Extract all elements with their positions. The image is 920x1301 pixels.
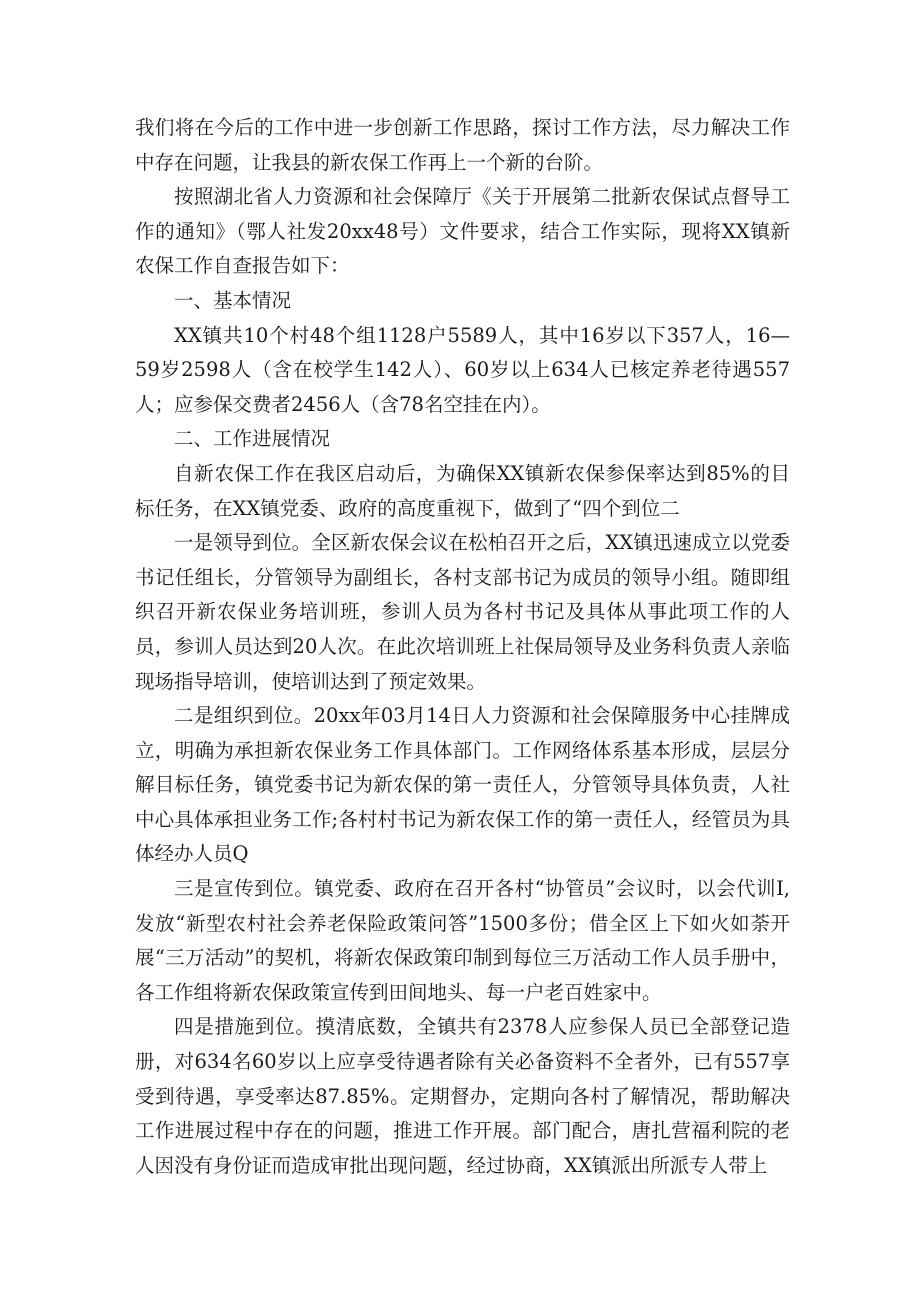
document-body <box>135 111 790 1183</box>
paragraph-organization: 二是组织到位。20xx年03月14日人力资源和社会保障服务中心挂牌成立，明确为承担新农保业务工作具体部门。工作网络体系基本形成，层层分解目标任务，镇党委书记为新农保的第一责任人，分管领导具体负责，人社中心具体承担业务工作;各村村书记为新农保工作的第一责任人，经管员为具体经办人员Q <box>135 704 790 866</box>
paragraph-publicity: 三是宣传到位。镇党委、政府在召开各村“协管员”会议时，以会代训I,发放“新型农村社会养老保险政策问答”1500多份；借全区上下如火如荼开展“三万活动”的契机，将新农保政策印制到每位三万活动工作人员手册中，各工作组将新农保政策宣传到田间地头、每一户老百姓家中。 <box>135 877 790 1004</box>
paragraph-basic-situation: XX镇共10个村48个组1128户5589人，其中16岁以下357人，16—59岁2598人（含在校学生142人）、60岁以上634人已核定养老待遇557人；应参保交费者2456人（含78名空挂在内）。 <box>135 323 790 416</box>
section-heading-basic-situation: 一、基本情况 <box>174 288 292 312</box>
paragraph-intro: 按照湖北省人力资源和社会保障厅《关于开展第二批新农保试点督导工作的通知》（鄂人社发20xx48号）文件要求，结合工作实际，现将XX镇新农保工作自查报告如下： <box>135 185 790 278</box>
section-heading-work-progress: 二、工作进展情况 <box>174 427 331 451</box>
paragraph-work-progress: 自新农保工作在我区启动后，为确保XX镇新农保参保率达到85%的目标任务，在XX镇党委、政府的高度重视下，做到了“四个到位二 <box>135 461 790 520</box>
paragraph-leadership: 一是领导到位。全区新农保会议在松柏召开之后，XX镇迅速成立以党委书记任组长，分管领导为副组长，各村支部书记为成员的领导小组。随即组织召开新农保业务培训班，参训人员为各村书记及具体从事此项工作的人员，参训人员达到20人次。在此次培训班上社保局领导及业务科负责人亲临现场指导培训，使培训达到了预定效果。 <box>135 531 790 693</box>
paragraph-continuation: 我们将在今后的工作中进一步创新工作思路，探讨工作方法，尽力解决工作中存在问题，让我县的新农保工作再上一个新的台阶。 <box>135 116 790 174</box>
paragraph-measures: 四是措施到位。摸清底数，全镇共有2378人应参保人员已全部登记造册，对634名60岁以上应享受待遇者除有关必备资料不全者外，已有557享受到待遇，享受率达87.85%。定期督办，定期向各村了解情况，帮助解决工作进展过程中存在的问题，推进工作开展。部门配合，唐扎营福利院的老人因没有身份证而造成审批出现问题，经过协商，XX镇派出所派专人带上 <box>135 1015 790 1177</box>
